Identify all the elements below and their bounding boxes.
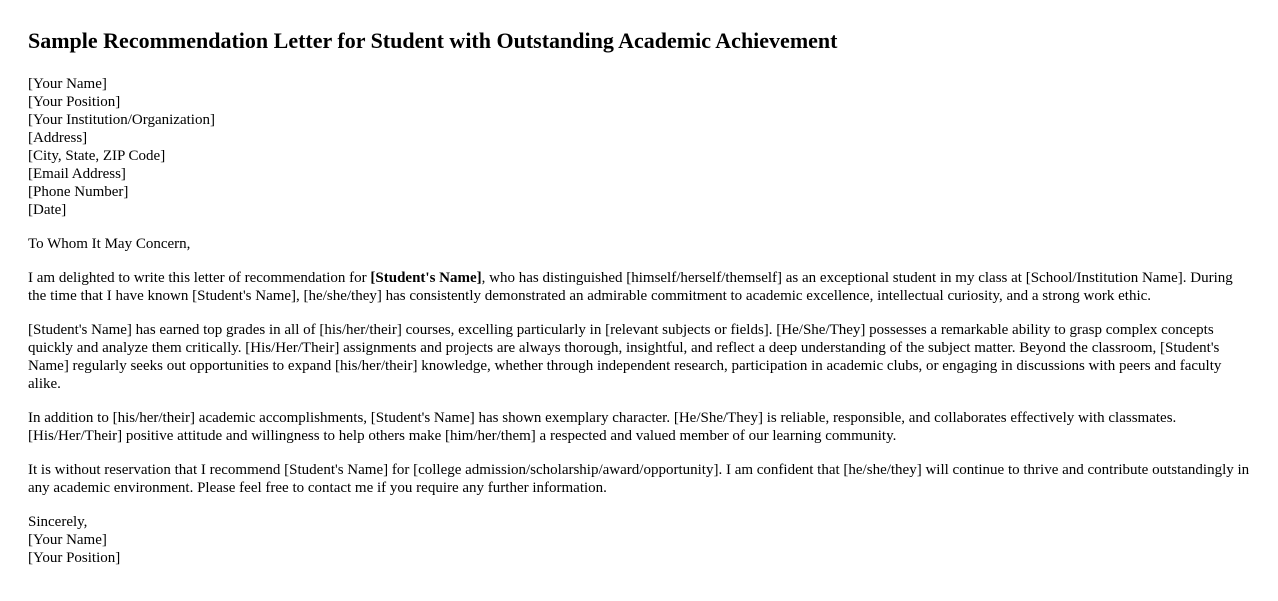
page-title: Sample Recommendation Letter for Student with Outstanding Academic Achievement bbox=[28, 28, 838, 53]
letter-date: [Date] bbox=[28, 202, 67, 218]
student-name-bold: [Student's Name] bbox=[370, 270, 482, 286]
sender-address: [Address] bbox=[28, 130, 88, 146]
sender-address-block bbox=[28, 75, 1250, 219]
sender-position: [Your Position] bbox=[28, 94, 121, 110]
paragraph-introduction-lead: I am delighted to write this letter of recommendation for bbox=[28, 270, 371, 286]
salutation: To Whom It May Concern, bbox=[28, 236, 191, 252]
paragraph-character: In addition to [his/her/their] academic accomplishments, [Student's Name] has shown exemplary character. [He/She/They] is reliable, responsible, and collaborates effectively with classmates. [His/Her/Their] positive attitude and willingness to help others make [him/her/them] a respected and valued member of our learning community. bbox=[28, 410, 1177, 444]
paragraph-introduction-rest: , who has distinguished [himself/herself/themself] as an exceptional student in my class at [School/Institution Name]. During the time that I have known [Student's Name], [he/she/they] has consistently demonstrated an admirable commitment to academic excellence, intellectual curiosity, and a strong work ethic. bbox=[28, 270, 1233, 304]
closing-name: [Your Name] bbox=[28, 532, 107, 548]
sender-institution: [Your Institution/Organization] bbox=[28, 112, 215, 128]
closing-position: [Your Position] bbox=[28, 550, 121, 566]
closing-block bbox=[28, 513, 1250, 567]
sender-city-state-zip: [City, State, ZIP Code] bbox=[28, 148, 166, 164]
paragraph-introduction bbox=[28, 269, 1250, 305]
paragraph-academics: [Student's Name] has earned top grades in all of [his/her/their] courses, excelling particularly in [relevant subjects or fields]. [He/She/They] possesses a remarkable ability to grasp complex concepts quickly and analyze them critically. [His/Her/Their] assignments and projects are always thorough, insightful, and reflect a deep understanding of the subject matter. Beyond the classroom, [Student's Name] regularly seeks out opportunities to expand [his/her/their] knowledge, whether through independent research, participation in academic clubs, or engaging in discussions with peers and faculty alike. bbox=[28, 322, 1222, 392]
sender-phone: [Phone Number] bbox=[28, 184, 129, 200]
sender-email: [Email Address] bbox=[28, 166, 126, 182]
sender-name: [Your Name] bbox=[28, 76, 107, 92]
paragraph-recommendation: It is without reservation that I recommend [Student's Name] for [college admission/scholarship/award/opportunity]. I am confident that [he/she/they] will continue to thrive and contribute outstandingly in any academic environment. Please feel free to contact me if you require any further information. bbox=[28, 462, 1250, 496]
closing-signoff: Sincerely, bbox=[28, 514, 88, 530]
